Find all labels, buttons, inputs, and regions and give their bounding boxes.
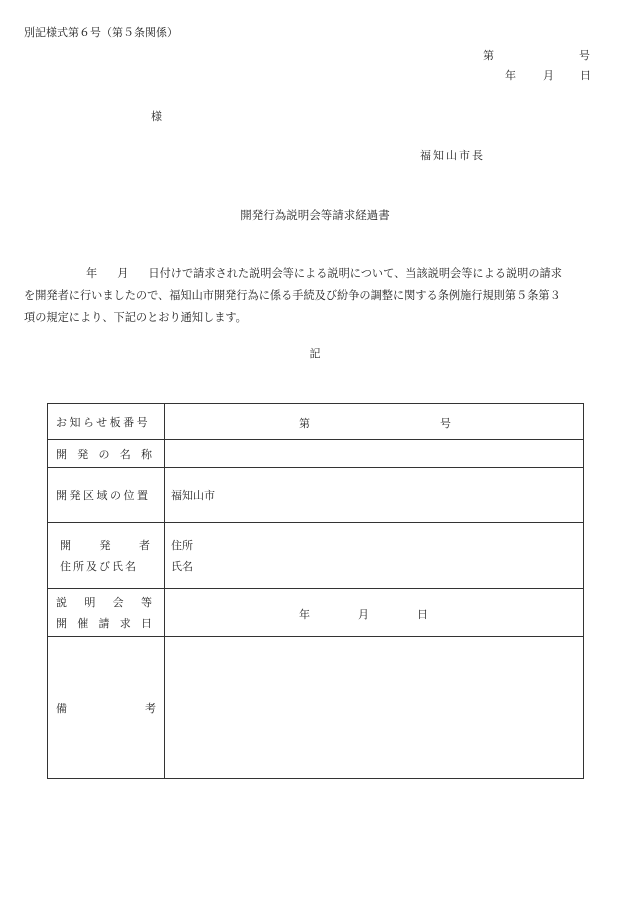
value-development-name — [165, 440, 584, 468]
body-line-3: 項の規定により、下記のとおり通知します。 — [24, 311, 247, 324]
issuer: 福知山市長 — [420, 149, 485, 162]
number-suffix: 号 — [579, 49, 590, 62]
document-number-line — [483, 47, 591, 61]
table-row-request-date — [48, 589, 584, 637]
developer-address-label: 住所 — [171, 538, 193, 552]
notice-table — [47, 403, 584, 779]
ki-heading: 記 — [309, 347, 321, 360]
body-year: 年 — [86, 267, 98, 280]
table-row-development-name — [48, 440, 584, 468]
table-row-developer — [48, 523, 584, 589]
request-day: 日 — [417, 607, 428, 621]
request-year: 年 — [299, 607, 310, 621]
table-row-notice-board — [48, 404, 584, 440]
number-prefix: 第 — [483, 49, 494, 62]
value-developer — [165, 523, 584, 589]
body-text — [24, 263, 610, 329]
body-line-2: を開発者に行いましたので、福知山市開発行為に係る手続及び紛争の調整に関する条例施行規則第５条第３ — [24, 289, 561, 302]
value-remarks — [165, 637, 584, 779]
date-month: 月 — [543, 69, 554, 82]
label-notice-board-number: お知らせ板番号 — [48, 404, 165, 440]
request-month: 月 — [358, 607, 369, 621]
body-line-1-rest: 日付けで請求された説明会等による説明について、当該説明会等による説明の請求 — [148, 267, 562, 280]
form-number: 別記様式第６号（第５条関係） — [24, 26, 178, 39]
developer-name-label: 氏名 — [171, 559, 193, 573]
date-day: 日 — [580, 69, 591, 82]
value-development-location: 福知山市 — [165, 468, 584, 523]
table-row-remarks — [48, 637, 584, 779]
label-remarks: 備 考 — [48, 637, 165, 779]
value-notice-board-number — [165, 404, 584, 440]
addressee: 様 — [151, 110, 162, 123]
label-request-date: 説 明 会 等 開 催 請 求 日 — [48, 589, 165, 637]
document-title: 開発行為説明会等請求経過書 — [240, 208, 390, 222]
body-line-1 — [24, 263, 610, 285]
board-number-prefix: 第 — [299, 416, 310, 430]
label-development-name: 開 発 の 名 称 — [48, 440, 165, 468]
board-number-suffix: 号 — [440, 416, 451, 430]
issue-date-line — [505, 67, 591, 81]
date-year: 年 — [505, 69, 516, 82]
table-row-development-location — [48, 468, 584, 523]
label-developer: 開 発 者 住所及び氏名 — [48, 523, 165, 589]
value-request-date — [165, 589, 584, 637]
label-development-location: 開発区域の位置 — [48, 468, 165, 523]
body-month: 月 — [117, 267, 129, 280]
